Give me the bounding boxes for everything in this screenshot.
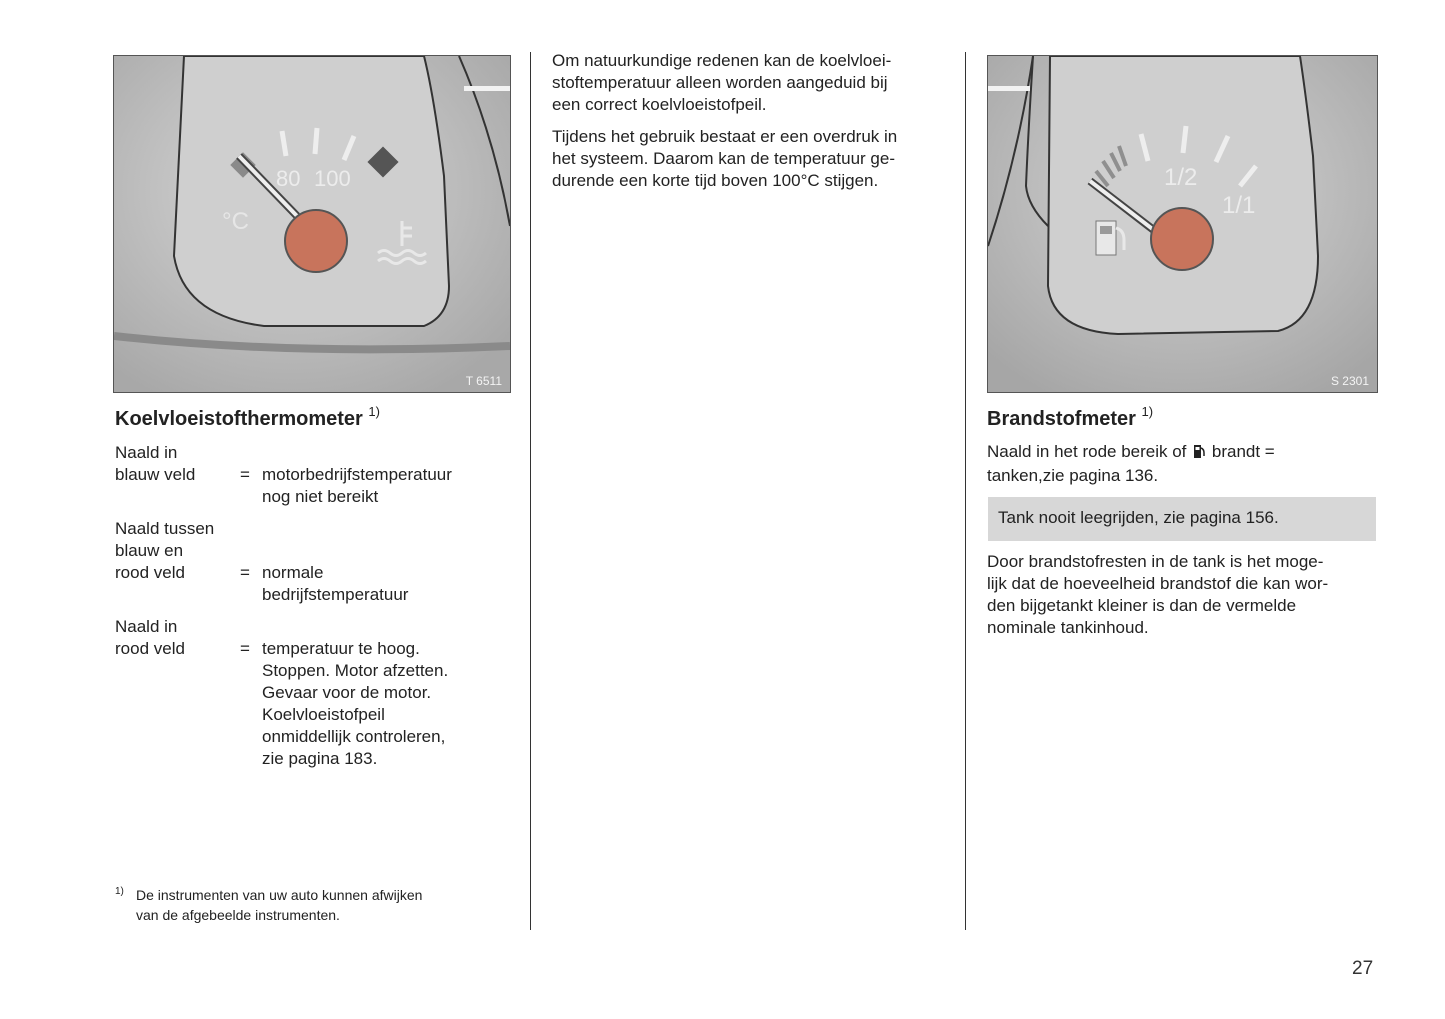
text-line: durende een korte tijd boven 100°C stijgen. bbox=[552, 171, 879, 190]
page-number: 27 bbox=[1352, 958, 1374, 979]
term-line: Naald tussen bbox=[115, 519, 215, 538]
text-line: brandt = bbox=[1211, 442, 1275, 461]
def-line: Gevaar voor de motor. bbox=[262, 683, 432, 702]
warning-note-text: Tank nooit leegrijden, zie pagina 156. bbox=[998, 508, 1279, 527]
coolant-gauge-photo bbox=[113, 55, 511, 393]
gauge-unit-celsius: °C bbox=[222, 208, 249, 235]
gauge-scale-100: 100 bbox=[314, 166, 351, 191]
term-line: blauw en bbox=[115, 541, 184, 560]
heading-footnote-ref: 1) bbox=[368, 404, 380, 419]
footnote-line: van de afgebeelde instrumenten. bbox=[136, 907, 340, 923]
text-line: den bijgetankt kleiner is dan de vermelde bbox=[987, 596, 1297, 615]
def-line: nog niet bereikt bbox=[262, 487, 379, 506]
middle-paragraph-2 bbox=[552, 126, 952, 192]
equals-sign: = bbox=[240, 563, 250, 582]
gauge-scale-full: 1/1 bbox=[1222, 192, 1256, 219]
column-divider-left bbox=[530, 52, 531, 930]
equals-sign: = bbox=[240, 639, 250, 658]
def-line: motorbedrijfstemperatuur bbox=[262, 465, 452, 484]
footnote-mark: 1) bbox=[115, 886, 124, 897]
gauge-scale-80: 80 bbox=[276, 166, 301, 191]
fuel-heading bbox=[987, 404, 1154, 431]
term-line: rood veld bbox=[115, 639, 185, 658]
def-line: onmiddellijk controleren, bbox=[262, 727, 446, 746]
def-line: Koelvloeistofpeil bbox=[262, 705, 385, 724]
coolant-heading-text: Koelvloeistofthermometer bbox=[115, 408, 363, 430]
def-line: normale bbox=[262, 563, 324, 582]
fuel-gauge-photo bbox=[987, 55, 1378, 393]
column-divider-right bbox=[965, 52, 966, 930]
text-line: een correct koelvloeistofpeil. bbox=[552, 95, 767, 114]
text-line: Naald in het rode bereik of bbox=[987, 442, 1187, 461]
def-line: Stoppen. Motor afzetten. bbox=[262, 661, 449, 680]
text-line: Door brandstofresten in de tank is het moge- bbox=[987, 552, 1324, 571]
middle-paragraph-1 bbox=[552, 50, 952, 116]
term-line: blauw veld bbox=[115, 465, 196, 484]
text-line: Tijdens het gebruik bestaat er een overdruk in bbox=[552, 127, 898, 146]
text-line: stoftemperatuur alleen worden aangeduid bij bbox=[552, 73, 888, 92]
def-line: bedrijfstemperatuur bbox=[262, 585, 409, 604]
fuel-paragraph-1 bbox=[987, 441, 1379, 487]
definition-row-red bbox=[115, 616, 515, 776]
definition-row-blue bbox=[115, 442, 515, 508]
fuel-heading-text: Brandstofmeter bbox=[987, 408, 1136, 430]
figure-code: S 2301 bbox=[1330, 374, 1369, 388]
warning-note-box bbox=[988, 497, 1376, 541]
text-line: lijk dat de hoeveelheid brandstof die kan wor- bbox=[987, 574, 1329, 593]
def-line: temperatuur te hoog. bbox=[262, 639, 420, 658]
figure-code: T 6511 bbox=[465, 374, 502, 388]
footnote-line: De instrumenten van uw auto kunnen afwijken bbox=[136, 887, 423, 903]
equals-sign: = bbox=[240, 465, 250, 484]
fuel-paragraph-2 bbox=[987, 551, 1379, 639]
coolant-heading bbox=[115, 404, 380, 431]
term-line: rood veld bbox=[115, 563, 185, 582]
def-line: zie pagina 183. bbox=[262, 749, 378, 768]
fuel-pump-icon bbox=[1193, 443, 1205, 465]
term-line: Naald in bbox=[115, 617, 178, 636]
heading-footnote-ref: 1) bbox=[1141, 404, 1154, 419]
text-line: het systeem. Daarom kan de temperatuur ge- bbox=[552, 149, 895, 168]
text-line: tanken,zie pagina 136. bbox=[987, 466, 1159, 485]
term-line: Naald in bbox=[115, 443, 178, 462]
gauge-scale-half: 1/2 bbox=[1164, 164, 1198, 191]
text-line: Om natuurkundige redenen kan de koelvloei- bbox=[552, 51, 892, 70]
text-line: nominale tankinhoud. bbox=[987, 618, 1149, 637]
definition-row-between bbox=[115, 518, 515, 606]
